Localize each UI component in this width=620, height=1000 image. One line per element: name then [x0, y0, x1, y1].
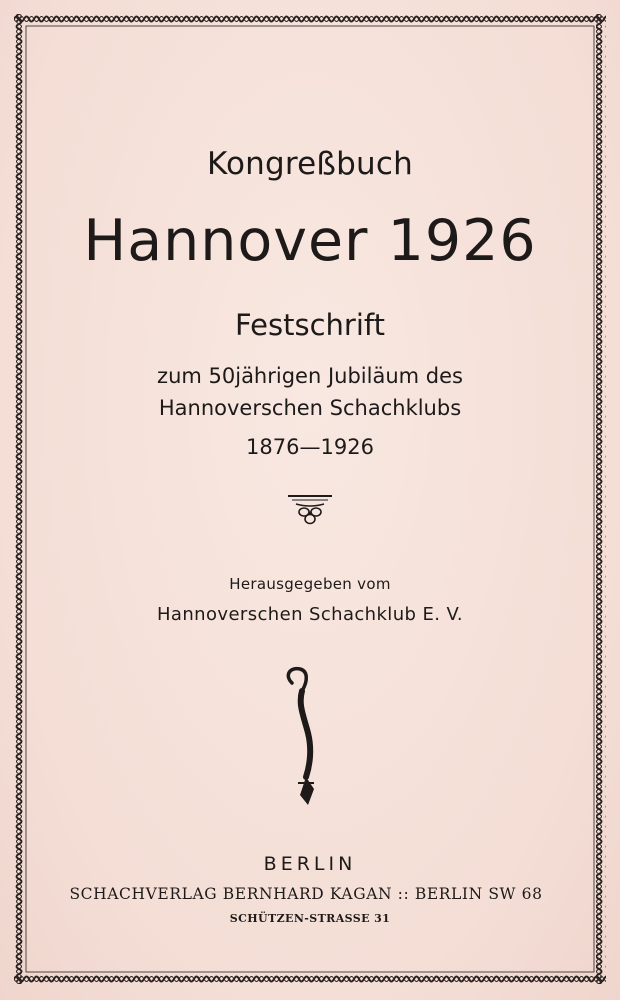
- title-content: [40, 40, 580, 960]
- publisher-line: SCHACHVERLAG BERNHARD KAGAN :: BERLIN SW 68: [69, 885, 543, 903]
- editor-name: Hannoverschen Schachklub E. V.: [157, 604, 463, 625]
- publisher-monogram: [278, 665, 338, 815]
- dedication-line1: zum 50jährigen Jubiläum des: [157, 364, 463, 388]
- book-title-main: Hannover 1926: [83, 208, 537, 274]
- floral-ornament-icon: [286, 494, 334, 526]
- dedication-line2: Hannoverschen Schachklubs: [158, 396, 462, 420]
- book-subtitle: Festschrift: [235, 308, 385, 342]
- editor-intro: Herausgegeben vom: [229, 575, 391, 593]
- publication-place: BERLIN: [263, 853, 357, 875]
- publisher-address: SCHÜTZEN-STRASSE 31: [229, 912, 391, 925]
- dedication-years: 1876—1926: [246, 435, 374, 459]
- book-title-line1: Kongreßbuch: [207, 146, 413, 182]
